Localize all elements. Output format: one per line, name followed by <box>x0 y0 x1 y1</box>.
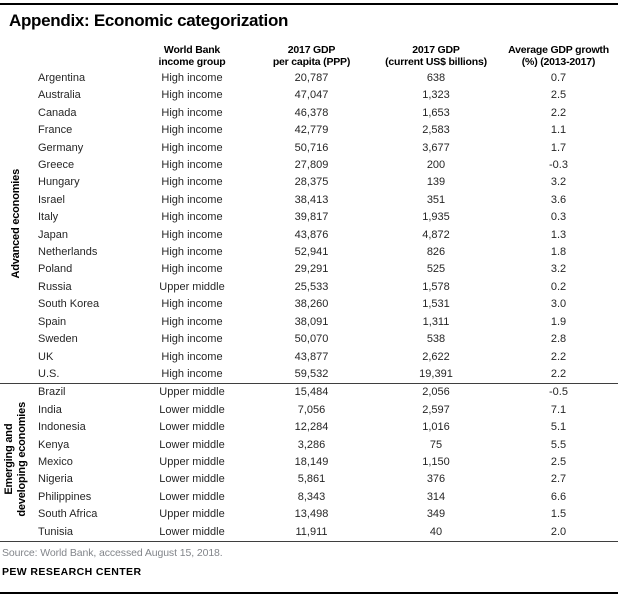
table-row <box>0 174 618 191</box>
gdp-current-usd-billions: 1,323 <box>422 89 450 102</box>
country: Japan <box>38 228 68 241</box>
gdp-per-capita-ppp: 8,343 <box>297 490 326 503</box>
table-row <box>0 437 618 454</box>
gdp-per-capita-ppp: 38,260 <box>294 298 329 311</box>
gdp-current-usd-billions: 2,597 <box>422 403 450 416</box>
col-header-country-spacer <box>32 38 134 70</box>
gdp-current-usd-billions: 139 <box>426 176 446 189</box>
income-group: High income <box>161 106 223 119</box>
table-header <box>0 38 618 70</box>
gdp-per-capita-ppp: 52,941 <box>294 246 329 259</box>
avg-gdp-growth-pct: 2.7 <box>550 473 567 486</box>
table-body <box>0 70 618 541</box>
income-group: High income <box>161 72 223 84</box>
gdp-per-capita-ppp: 25,533 <box>294 280 329 293</box>
country: Nigeria <box>38 473 73 486</box>
avg-gdp-growth-pct: 3.2 <box>550 263 567 276</box>
income-group: High income <box>161 193 223 206</box>
income-group: High income <box>161 141 223 154</box>
income-group: Lower middle <box>159 403 225 416</box>
gdp-current-usd-billions: 538 <box>426 333 446 346</box>
avg-gdp-growth-pct: -0.3 <box>549 159 568 172</box>
col-header-line: 2017 GDP <box>412 44 460 56</box>
table-row <box>0 524 618 542</box>
table-row <box>0 296 618 313</box>
income-group: High income <box>161 315 223 328</box>
gdp-current-usd-billions: 638 <box>426 72 446 84</box>
gdp-per-capita-ppp: 59,532 <box>294 367 329 380</box>
gdp-per-capita-ppp: 38,413 <box>294 193 329 206</box>
country: Spain <box>38 315 67 328</box>
country: Mexico <box>38 455 73 468</box>
gdp-current-usd-billions: 4,872 <box>422 228 450 241</box>
income-group: Lower middle <box>159 525 225 538</box>
table-row <box>0 261 618 278</box>
income-group: High income <box>161 298 223 311</box>
table-row <box>0 140 618 157</box>
gdp-per-capita-ppp: 43,877 <box>294 350 329 363</box>
avg-gdp-growth-pct: 1.9 <box>550 315 567 328</box>
income-group: High income <box>161 124 223 137</box>
table-row <box>0 402 618 419</box>
gdp-per-capita-ppp: 42,779 <box>294 124 329 137</box>
income-group: High income <box>161 228 223 241</box>
table-row <box>0 506 618 523</box>
table-header-row <box>0 38 618 70</box>
col-header-line: 2017 GDP <box>287 44 336 56</box>
gdp-per-capita-ppp: 12,284 <box>294 421 329 434</box>
income-group: Lower middle <box>159 438 225 451</box>
avg-gdp-growth-pct: 5.5 <box>550 438 567 451</box>
branding: PEW RESEARCH CENTER <box>2 566 142 578</box>
country: UK <box>38 350 54 363</box>
avg-gdp-growth-pct: 2.5 <box>550 455 567 468</box>
avg-gdp-growth-pct: 1.7 <box>550 141 567 154</box>
table-row <box>0 227 618 244</box>
country: Tunisia <box>38 525 74 538</box>
country: Brazil <box>32 384 134 402</box>
col-header-line: Average GDP growth <box>508 44 609 56</box>
top-rule <box>0 3 618 5</box>
gdp-per-capita-ppp: 3,286 <box>297 438 326 451</box>
table-row <box>0 384 618 402</box>
table-row <box>0 192 618 209</box>
avg-gdp-growth-pct: 2.0 <box>550 525 567 538</box>
avg-gdp-growth-pct: 3.2 <box>550 176 567 189</box>
income-group: Upper middle <box>159 508 225 521</box>
avg-gdp-growth-pct: 5.1 <box>550 421 567 434</box>
col-header-line: (current US$ billions) <box>385 56 487 68</box>
avg-gdp-growth-pct: 0.7 <box>550 72 567 84</box>
gdp-current-usd-billions: 40 <box>429 525 443 538</box>
group-label-cell <box>0 384 32 542</box>
table-row <box>0 87 618 104</box>
gdp-per-capita-ppp: 5,861 <box>297 473 326 486</box>
gdp-per-capita-ppp: 27,809 <box>294 159 329 172</box>
country: Hungary <box>38 176 80 189</box>
country: Australia <box>38 89 81 102</box>
gdp-current-usd-billions: 349 <box>426 508 446 521</box>
table-row <box>0 349 618 366</box>
col-header-income-group <box>134 38 250 70</box>
gdp-current-usd-billions: 1,578 <box>422 280 450 293</box>
gdp-per-capita-ppp: 46,378 <box>294 106 329 119</box>
avg-gdp-growth-pct: 1.3 <box>550 228 567 241</box>
country: Sweden <box>38 333 78 346</box>
country: Indonesia <box>38 421 86 434</box>
data-table <box>0 38 618 542</box>
avg-gdp-growth-pct: 2.2 <box>550 367 567 380</box>
income-group: High income <box>161 367 223 380</box>
table-row <box>0 105 618 122</box>
country: Canada <box>38 106 77 119</box>
avg-gdp-growth-pct: 2.2 <box>550 350 567 363</box>
group-label: Advanced economies <box>9 168 22 279</box>
source-note: Source: World Bank, accessed August 15, 2018. <box>2 547 223 559</box>
gdp-current-usd-billions: 351 <box>426 193 446 206</box>
gdp-per-capita-ppp: 28,375 <box>294 176 329 189</box>
table-row <box>0 454 618 471</box>
col-header-line: income group <box>158 56 226 68</box>
country: U.S. <box>38 367 60 380</box>
country: Philippines <box>38 490 92 503</box>
avg-gdp-growth-pct: 2.2 <box>550 106 567 119</box>
gdp-per-capita-ppp: 50,716 <box>294 141 329 154</box>
group-label-cell <box>0 70 32 384</box>
gdp-current-usd-billions: 1,935 <box>422 211 450 224</box>
gdp-current-usd-billions: 314 <box>426 490 446 503</box>
income-group: High income <box>161 246 223 259</box>
income-group: High income <box>161 333 223 346</box>
country: Israel <box>38 193 65 206</box>
gdp-current-usd-billions: 1,653 <box>422 106 450 119</box>
gdp-current-usd-billions: 75 <box>429 438 443 451</box>
country: Kenya <box>38 438 70 451</box>
avg-gdp-growth-pct: 6.6 <box>550 490 567 503</box>
table-row <box>0 366 618 384</box>
table-row <box>0 70 618 87</box>
gdp-per-capita-ppp: 11,911 <box>295 525 328 538</box>
avg-gdp-growth-pct: 3.6 <box>550 193 567 206</box>
col-header-gdp-billions <box>373 38 499 70</box>
avg-gdp-growth-pct: -0.5 <box>499 384 618 402</box>
col-header-gdp-per-capita <box>250 38 373 70</box>
gdp-per-capita-ppp: 15,484 <box>250 384 373 402</box>
table-row <box>0 419 618 436</box>
bottom-rule <box>0 592 618 594</box>
avg-gdp-growth-pct: 0.2 <box>550 280 567 293</box>
gdp-per-capita-ppp: 13,498 <box>294 508 329 521</box>
avg-gdp-growth-pct: 7.1 <box>550 403 567 416</box>
table-row <box>0 471 618 488</box>
gdp-per-capita-ppp: 39,817 <box>294 211 329 224</box>
table-row <box>0 331 618 348</box>
table-row <box>0 244 618 261</box>
gdp-current-usd-billions: 525 <box>426 263 446 276</box>
col-header-line: per capita (PPP) <box>272 56 351 68</box>
table-row <box>0 157 618 174</box>
avg-gdp-growth-pct: 0.3 <box>550 211 567 224</box>
income-group: High income <box>161 176 223 189</box>
gdp-per-capita-ppp: 20,787 <box>294 72 329 84</box>
group-label: Emerging and developing economies <box>3 402 28 517</box>
col-header-line: World Bank <box>163 44 221 56</box>
country: Poland <box>38 263 73 276</box>
income-group: High income <box>161 350 223 363</box>
gdp-current-usd-billions: 3,677 <box>422 141 450 154</box>
col-header-group-spacer <box>0 38 32 70</box>
gdp-current-usd-billions: 2,622 <box>422 350 450 363</box>
gdp-current-usd-billions: 376 <box>426 473 446 486</box>
country: France <box>38 124 73 137</box>
income-group: Upper middle <box>159 280 225 293</box>
avg-gdp-growth-pct: 2.8 <box>550 333 567 346</box>
table-row <box>0 489 618 506</box>
gdp-current-usd-billions: 1,311 <box>422 315 450 328</box>
gdp-current-usd-billions: 1,531 <box>422 298 450 311</box>
country: India <box>38 403 62 416</box>
gdp-current-usd-billions: 1,016 <box>422 421 450 434</box>
income-group: Upper middle <box>159 455 225 468</box>
income-group: High income <box>161 89 223 102</box>
income-group: High income <box>161 159 223 172</box>
page-title: Appendix: Economic categorization <box>9 11 289 30</box>
gdp-current-usd-billions: 1,150 <box>422 455 450 468</box>
country: Argentina <box>38 72 86 84</box>
avg-gdp-growth-pct: 1.5 <box>550 508 567 521</box>
country: South Korea <box>38 298 100 311</box>
income-group: Upper middle <box>134 384 250 402</box>
gdp-current-usd-billions: 826 <box>426 246 446 259</box>
avg-gdp-growth-pct: 2.5 <box>550 89 567 102</box>
gdp-per-capita-ppp: 18,149 <box>294 455 329 468</box>
gdp-per-capita-ppp: 50,070 <box>294 333 329 346</box>
gdp-current-usd-billions: 19,391 <box>419 367 453 380</box>
country: Russia <box>38 280 72 293</box>
income-group: High income <box>161 263 223 276</box>
country: Italy <box>38 211 59 224</box>
gdp-per-capita-ppp: 43,876 <box>294 228 329 241</box>
gdp-current-usd-billions: 2,583 <box>422 124 450 137</box>
country: South Africa <box>38 508 98 521</box>
table-row <box>0 314 618 331</box>
gdp-per-capita-ppp: 7,056 <box>297 403 326 416</box>
gdp-current-usd-billions: 2,056 <box>373 384 499 402</box>
avg-gdp-growth-pct: 3.0 <box>550 298 567 311</box>
gdp-current-usd-billions: 200 <box>426 159 446 172</box>
gdp-per-capita-ppp: 47,047 <box>294 89 329 102</box>
country: Netherlands <box>38 246 98 259</box>
income-group: Lower middle <box>159 421 225 434</box>
table-row <box>0 209 618 226</box>
col-header-line: (%) (2013-2017) <box>521 56 596 68</box>
income-group: High income <box>161 211 223 224</box>
income-group: Lower middle <box>159 473 225 486</box>
country: Greece <box>38 159 75 172</box>
income-group: Lower middle <box>159 490 225 503</box>
col-header-gdp-growth <box>499 38 618 70</box>
avg-gdp-growth-pct: 1.1 <box>550 124 567 137</box>
gdp-per-capita-ppp: 38,091 <box>294 315 329 328</box>
country: Germany <box>38 141 84 154</box>
avg-gdp-growth-pct: 1.8 <box>550 246 567 259</box>
table-row <box>0 279 618 296</box>
table-row <box>0 122 618 139</box>
gdp-per-capita-ppp: 29,291 <box>294 263 329 276</box>
